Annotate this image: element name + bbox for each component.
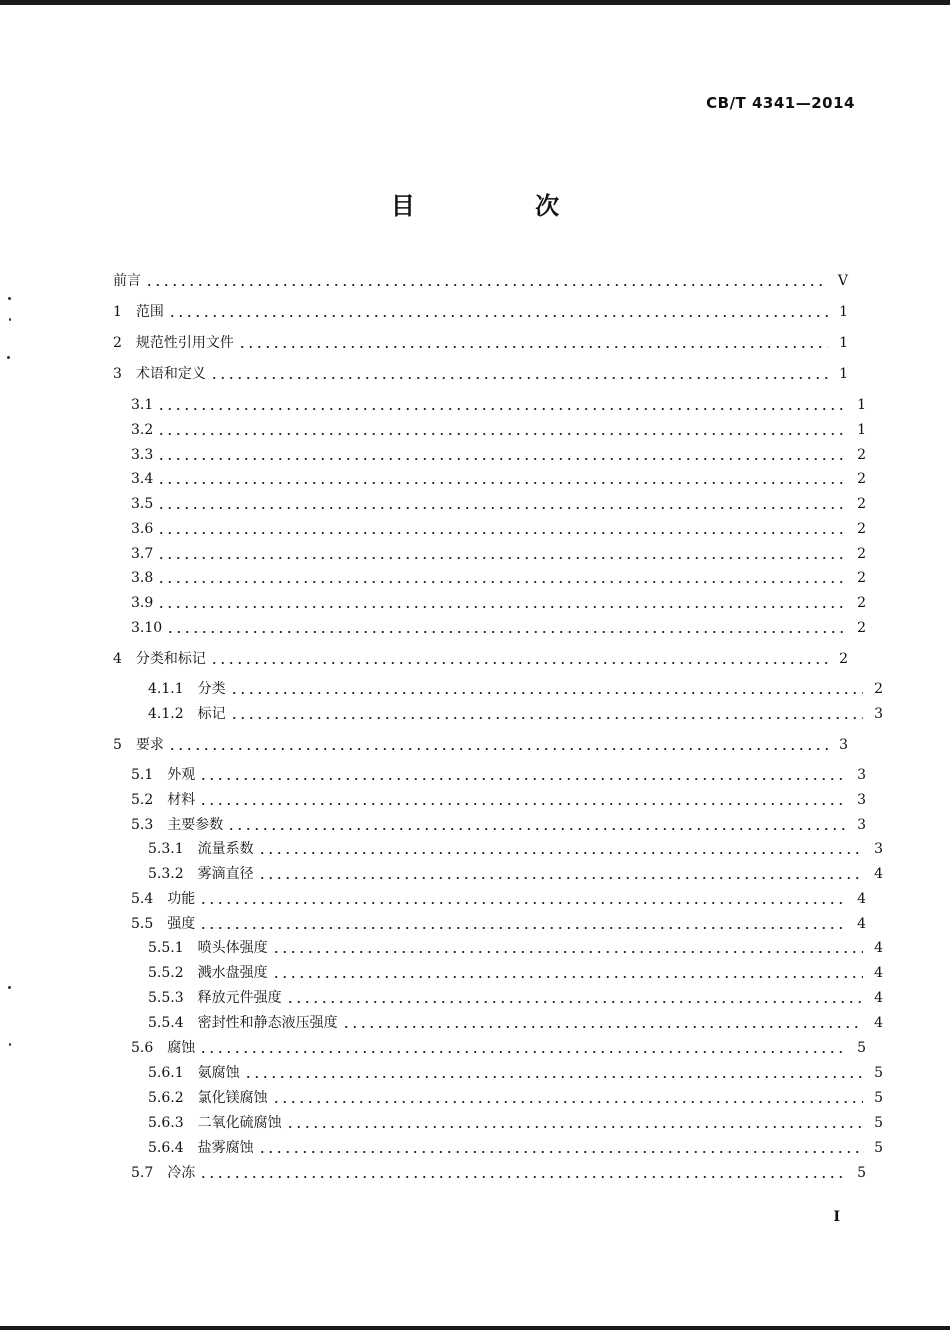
toc-entry [113,838,883,860]
toc-entry [113,814,866,836]
toc-entry-label: 冷冻 [167,1165,196,1181]
page-title: 目 次 [390,192,616,220]
toc-leader-dots [157,532,846,534]
toc-entry [113,1087,883,1109]
toc-entry-number: 5.4 [131,891,154,907]
toc-entry-number: 5.7 [131,1165,154,1181]
toc-entry [113,734,848,756]
toc-leader-dots [286,1126,863,1128]
toc-leader-dots [272,976,863,978]
scan-speck [9,318,11,321]
toc-leader-dots [272,951,863,953]
toc-entry [113,987,883,1009]
toc-entry-page: 2 [857,447,866,463]
toc-entry-page: 3 [839,737,848,753]
toc-entry-number: 3.4 [131,471,154,487]
toc-entry-label: 外观 [167,767,196,783]
toc-entry-label: 规范性引用文件 [135,335,234,351]
scan-speck [8,297,11,300]
toc-leader-dots [199,927,846,929]
toc-entry-label: 范围 [135,304,164,320]
toc-entry [113,1162,866,1184]
toc-entry [113,543,866,565]
toc-entry-number: 4 [113,651,122,667]
toc-entry-page: 2 [857,595,866,611]
toc-entry-page: 4 [874,990,883,1006]
toc-entry-number: 3.10 [131,620,163,636]
toc-entry-number: 5.6 [131,1040,154,1056]
toc-entry-number: 5.5.2 [148,965,184,981]
toc-entry-label: 材料 [167,792,196,808]
toc-leader-dots [145,284,828,286]
toc-entry [113,1062,883,1084]
standard-code: CB/T 4341—2014 [706,94,855,112]
toc-entry-number: 5 [113,737,122,753]
scan-bottom-edge [0,1326,950,1330]
toc-entry-number: 3.5 [131,496,154,512]
toc-entry-number: 5.5.4 [148,1015,184,1031]
toc-leader-dots [238,346,828,348]
toc-entry [113,363,848,385]
scan-speck [9,1043,11,1046]
toc-entry-label: 二氧化硫腐蚀 [197,1115,282,1131]
toc-entry [113,444,866,466]
toc-entry [113,270,848,292]
toc-entry-page: 2 [857,620,866,636]
toc-leader-dots [258,877,863,879]
toc-entry-page: 5 [874,1115,883,1131]
toc-entry-number: 3.9 [131,595,154,611]
toc-entry [113,764,866,786]
toc-entry-number: 1 [113,304,122,320]
toc-entry-number: 3.2 [131,422,154,438]
toc-leader-dots [166,631,846,633]
toc-entry [113,1012,883,1034]
toc-entry [113,703,883,725]
toc-entry [113,1112,883,1134]
toc-leader-dots [157,482,846,484]
toc-entry-label: 雾滴直径 [197,866,254,882]
toc-entry-number: 3.3 [131,447,154,463]
toc-entry-number: 3.6 [131,521,154,537]
toc-leader-dots [258,852,863,854]
toc-entry-number: 5.6.3 [148,1115,184,1131]
toc-entry-label: 氨腐蚀 [197,1065,240,1081]
toc-entry [113,937,883,959]
toc-entry-page: 1 [839,366,848,382]
toc-entry [113,789,866,811]
toc-entry-number: 4.1.2 [148,706,184,722]
toc-entry-page: 5 [857,1040,866,1056]
toc-entry-label: 氯化镁腐蚀 [197,1090,268,1106]
toc-entry-page: 4 [874,1015,883,1031]
toc-leader-dots [168,315,828,317]
toc-entry [113,468,866,490]
toc-entry-page: 1 [857,397,866,413]
toc-entry [113,678,883,700]
toc-leader-dots [230,717,863,719]
toc-entry-page: 2 [857,546,866,562]
toc-entry-label: 标记 [197,706,226,722]
scan-speck [7,356,10,359]
toc-leader-dots [157,557,846,559]
toc-entry-page: 4 [857,916,866,932]
toc-leader-dots [210,662,828,664]
toc-entry-number: 3.1 [131,397,154,413]
toc-entry-number: 3.7 [131,546,154,562]
toc-entry-page: 3 [874,841,883,857]
toc-entry-page: 5 [874,1090,883,1106]
toc-entry [113,332,848,354]
toc-entry [113,913,866,935]
toc-leader-dots [157,581,846,583]
toc-leader-dots [230,692,863,694]
toc-leader-dots [199,1051,846,1053]
toc-entry-number: 5.3 [131,817,154,833]
toc-leader-dots [199,902,846,904]
toc-entry [113,1137,883,1159]
toc-entry [113,493,866,515]
toc-entry-number: 5.5.1 [148,940,184,956]
toc-entry-page: 5 [857,1165,866,1181]
toc-entry [113,394,866,416]
toc-entry-page: 2 [857,521,866,537]
toc-entry-label: 流量系数 [197,841,254,857]
scan-speck [8,986,11,989]
toc-entry-label: 要求 [135,737,164,753]
toc-entry-page: 3 [874,706,883,722]
toc-entry-label: 强度 [167,916,196,932]
toc-entry-page: 4 [874,965,883,981]
toc-entry-page: 4 [874,940,883,956]
toc-entry-page: 3 [857,792,866,808]
toc-entry-page: 3 [857,817,866,833]
toc-leader-dots [244,1076,863,1078]
toc-entry-page: 5 [874,1140,883,1156]
scan-top-edge [0,0,950,5]
toc-leader-dots [286,1001,863,1003]
toc-entry-number: 3 [113,366,122,382]
toc-entry-page: 1 [839,304,848,320]
toc-entry-label: 盐雾腐蚀 [197,1140,254,1156]
toc-entry-number: 5.5.3 [148,990,184,1006]
toc-leader-dots [199,778,846,780]
toc-entry [113,1037,866,1059]
toc-entry-number: 5.6.4 [148,1140,184,1156]
toc-entry-label: 释放元件强度 [197,990,282,1006]
toc-entry [113,648,848,670]
toc-entry-page: 2 [857,570,866,586]
toc-entry-page: 2 [839,651,848,667]
toc-entry-page: 3 [857,767,866,783]
toc-entry [113,419,866,441]
toc-entry-label: 喷头体强度 [197,940,268,956]
toc-leader-dots [272,1101,863,1103]
toc-leader-dots [199,803,846,805]
toc-leader-dots [157,433,846,435]
toc-entry-page: 2 [874,681,883,697]
toc-entry [113,617,866,639]
toc-leader-dots [157,458,846,460]
toc-entry-number: 5.3.1 [148,841,184,857]
toc-leader-dots [210,377,828,379]
toc-entry [113,592,866,614]
toc-entry-label: 功能 [167,891,196,907]
toc-leader-dots [199,1176,846,1178]
toc-entry [113,518,866,540]
toc-entry-label: 前言 [113,273,141,289]
toc-entry [113,567,866,589]
toc-entry-label: 溅水盘强度 [197,965,268,981]
toc-entry-page: 5 [874,1065,883,1081]
toc-entry-page: 1 [839,335,848,351]
toc-entry-number: 5.6.2 [148,1090,184,1106]
toc-leader-dots [168,748,828,750]
page-number: I [833,1209,840,1225]
toc-leader-dots [258,1151,863,1153]
toc-leader-dots [227,828,846,830]
toc-entry-page: 4 [857,891,866,907]
toc-entry-page: 4 [874,866,883,882]
toc-entry-number: 3.8 [131,570,154,586]
toc-entry-label: 分类 [197,681,226,697]
toc-entry-label: 主要参数 [167,817,224,833]
toc-entry-number: 4.1.1 [148,681,184,697]
toc-entry-number: 5.6.1 [148,1065,184,1081]
toc-entry [113,888,866,910]
toc-entry-page: 2 [857,496,866,512]
toc-entry [113,962,883,984]
toc-entry-page: V [837,273,848,289]
toc-entry-number: 5.1 [131,767,154,783]
toc-entry-number: 5.5 [131,916,154,932]
toc-leader-dots [157,507,846,509]
toc-leader-dots [342,1026,863,1028]
toc-entry-number: 5.2 [131,792,154,808]
toc-leader-dots [157,408,846,410]
toc-entry-label: 密封性和静态液压强度 [197,1015,338,1031]
toc-leader-dots [157,606,846,608]
toc-entry-label: 术语和定义 [135,366,206,382]
toc-entry-label: 腐蚀 [167,1040,196,1056]
toc-entry-label: 分类和标记 [135,651,206,667]
toc-entry [113,301,848,323]
toc-entry-page: 1 [857,422,866,438]
toc-entry-page: 2 [857,471,866,487]
toc-entry-number: 2 [113,335,122,351]
toc-entry [113,863,883,885]
toc-entry-number: 5.3.2 [148,866,184,882]
